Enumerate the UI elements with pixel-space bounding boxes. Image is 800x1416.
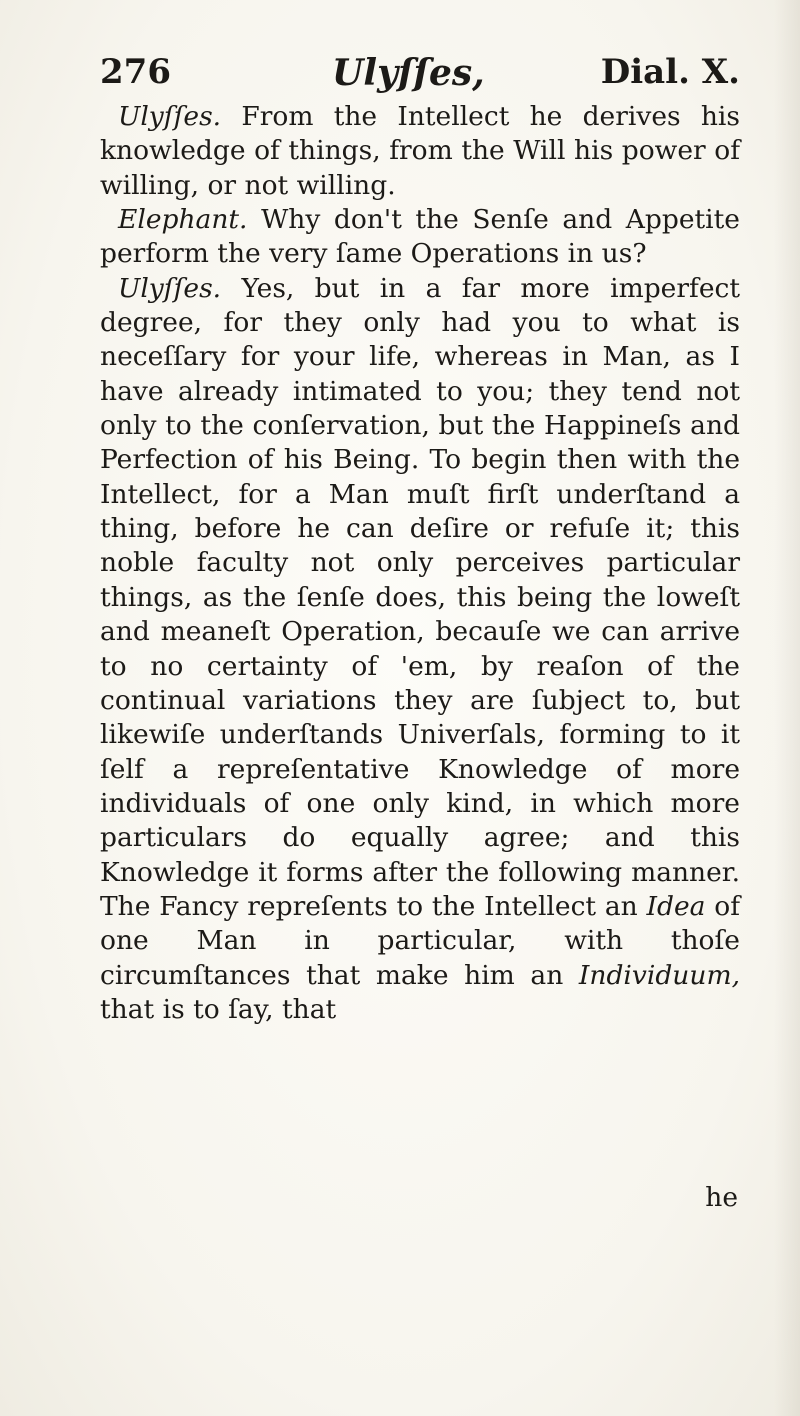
speaker-name: Elephant. (118, 204, 248, 236)
paragraph-3 (100, 272, 740, 1028)
italic-term-individuum: Individuum, (578, 959, 740, 991)
body-text (100, 100, 740, 1027)
speech-text-continued: of one Man in particular, with thoſe circumſtances that make him an (100, 890, 741, 991)
speech-text-end: that is to ſay, that (100, 993, 337, 1025)
paragraph-1 (100, 100, 740, 203)
speech-text: Yes, but in a far more imperfect degree, for they only had you to what is neceſſary for your life, whereas in Man, as I have already intimated to you; they tend not only to the conſervation, but the Happineſs and Perfection of his Being. To begin then with the Intellect, for a Man muſt firſt underſtand a thing, before he can deſire or refuſe it; this noble faculty not only perceives particular things, as the ſenſe does, this being the loweſt and meaneſt Operation, becauſe we can arrive to no certainty of 'em, by reaſon of the continual variations they are ſubject to, but likewiſe underſtands Univerſals, forming to it ſelf a repreſentative Knowledge of more individuals of one only kind, in which more particulars do equally agree; and this Knowledge it forms after the following manner. The Fancy repreſents to the Intellect an (100, 272, 740, 922)
running-title: Ulyſſes, (332, 52, 485, 94)
italic-term-idea: Idea (646, 890, 706, 922)
speech-text: Why don't the Senſe and Appetite perform the very ſame Operations in us? (100, 204, 740, 270)
catchword: he (705, 1182, 738, 1213)
page-number: 276 (100, 52, 171, 92)
speech-text: From the Intellect he derives his knowledge of things, from the Will his power of willing, or not willing. (100, 101, 740, 201)
speaker-name: Ulyſſes. (118, 101, 222, 132)
section-label: Dial. X. (600, 52, 740, 92)
speaker-name: Ulyſſes. (118, 272, 222, 304)
page-header (100, 52, 740, 92)
page-edge-shadow (774, 0, 800, 1416)
paragraph-2 (100, 203, 740, 272)
